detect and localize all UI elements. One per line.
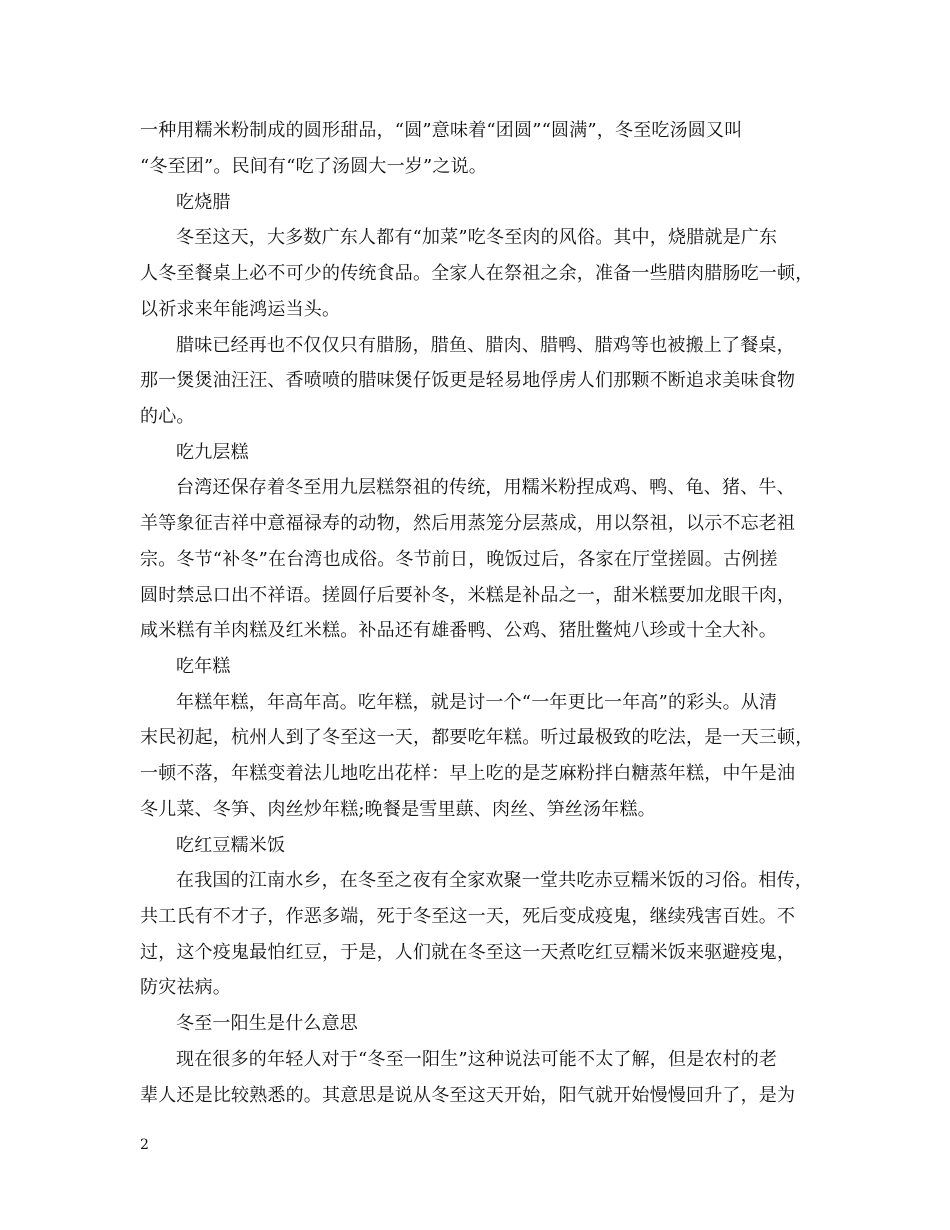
section-heading: 冬至一阳生是什么意思 xyxy=(176,1013,358,1034)
text-line: 以祈求来年能鸿运当头。 xyxy=(140,299,341,320)
section-heading: 吃九层糕 xyxy=(176,442,249,463)
text-line: 羊等象征吉祥中意福禄寿的动物，然后用蒸笼分层蒸成，用以祭祖，以示不忘老祖 xyxy=(140,513,796,534)
text-line: 共工氏有不才子，作恶多端，死于冬至这一天，死后变成疫鬼，继续残害百姓。不 xyxy=(140,906,796,927)
text-line: 台湾还保存着冬至用九层糕祭祖的传统，用糯米粉捏成鸡、鸭、龟、猪、牛、 xyxy=(176,477,795,498)
text-line: “冬至团”。民间有“吃了汤圆大一岁”之说。 xyxy=(140,156,488,177)
text-line: 宗。冬节“补冬”在台湾也成俗。冬节前日，晚饭过后，各家在厅堂搓圆。古例搓 xyxy=(140,549,778,570)
text-line: 现在很多的年轻人对于“冬至一阳生”这种说法可能不太了解，但是农村的老 xyxy=(176,1049,778,1070)
text-line: 辈人还是比较熟悉的。其意思是说从冬至这天开始，阳气就开始慢慢回升了，是为 xyxy=(140,1085,796,1106)
text-line: 过，这个疫鬼最怕红豆，于是，人们就在冬至这一天煮吃红豆糯米饭来驱避疫鬼， xyxy=(140,942,796,963)
text-line: 冬至这天，大多数广东人都有“加菜”吃冬至肉的风俗。其中，烧腊就是广东 xyxy=(176,227,778,248)
text-line: 冬儿菜、冬笋、肉丝炒年糕;晚餐是雪里蕻、肉丝、笋丝汤年糕。 xyxy=(140,799,656,820)
text-line: 咸米糕有羊肉糕及红米糕。补品还有雄番鸭、公鸡、猪肚鳖炖八珍或十全大补。 xyxy=(140,620,777,641)
text-line: 那一煲煲油汪汪、香喷喷的腊味煲仔饭更是轻易地俘虏人们那颗不断追求美味食物 xyxy=(140,370,796,391)
text-line: 末民初起，杭州人到了冬至这一天，都要吃年糕。听过最极致的吃法，是一天三顿， xyxy=(140,727,814,748)
page-number: 2 xyxy=(140,1137,149,1153)
text-line: 一顿不落，年糕变着法儿地吃出花样：早上吃的是芝麻粉拌白糖蒸年糕，中午是油 xyxy=(140,763,796,784)
text-line: 在我国的江南水乡，在冬至之夜有全家欢聚一堂共吃赤豆糯米饭的习俗。相传， xyxy=(176,870,813,891)
section-heading: 吃烧腊 xyxy=(176,192,231,213)
text-line: 腊味已经再也不仅仅只有腊肠，腊鱼、腊肉、腊鸭、腊鸡等也被搬上了餐桌， xyxy=(176,335,795,356)
text-line: 防灾祛病。 xyxy=(140,977,231,998)
section-heading: 吃年糕 xyxy=(176,656,231,677)
text-line: 人冬至餐桌上必不可少的传统食品。全家人在祭祖之余，准备一些腊肉腊肠吃一顿， xyxy=(140,263,814,284)
text-line: 圆时禁忌口出不祥语。搓圆仔后要补冬，米糕是补品之一，甜米糕要加龙眼干肉， xyxy=(140,585,796,606)
text-line: 一种用糯米粉制成的圆形甜品，“圆”意味着“团圆”“圆满”，冬至吃汤圆又叫 xyxy=(140,120,743,141)
text-line: 的心。 xyxy=(140,406,195,427)
section-heading: 吃红豆糯米饭 xyxy=(176,835,286,856)
text-line: 年糕年糕，年高年高。吃年糕，就是讨一个“一年更比一年高”的彩头。从清 xyxy=(176,692,778,713)
